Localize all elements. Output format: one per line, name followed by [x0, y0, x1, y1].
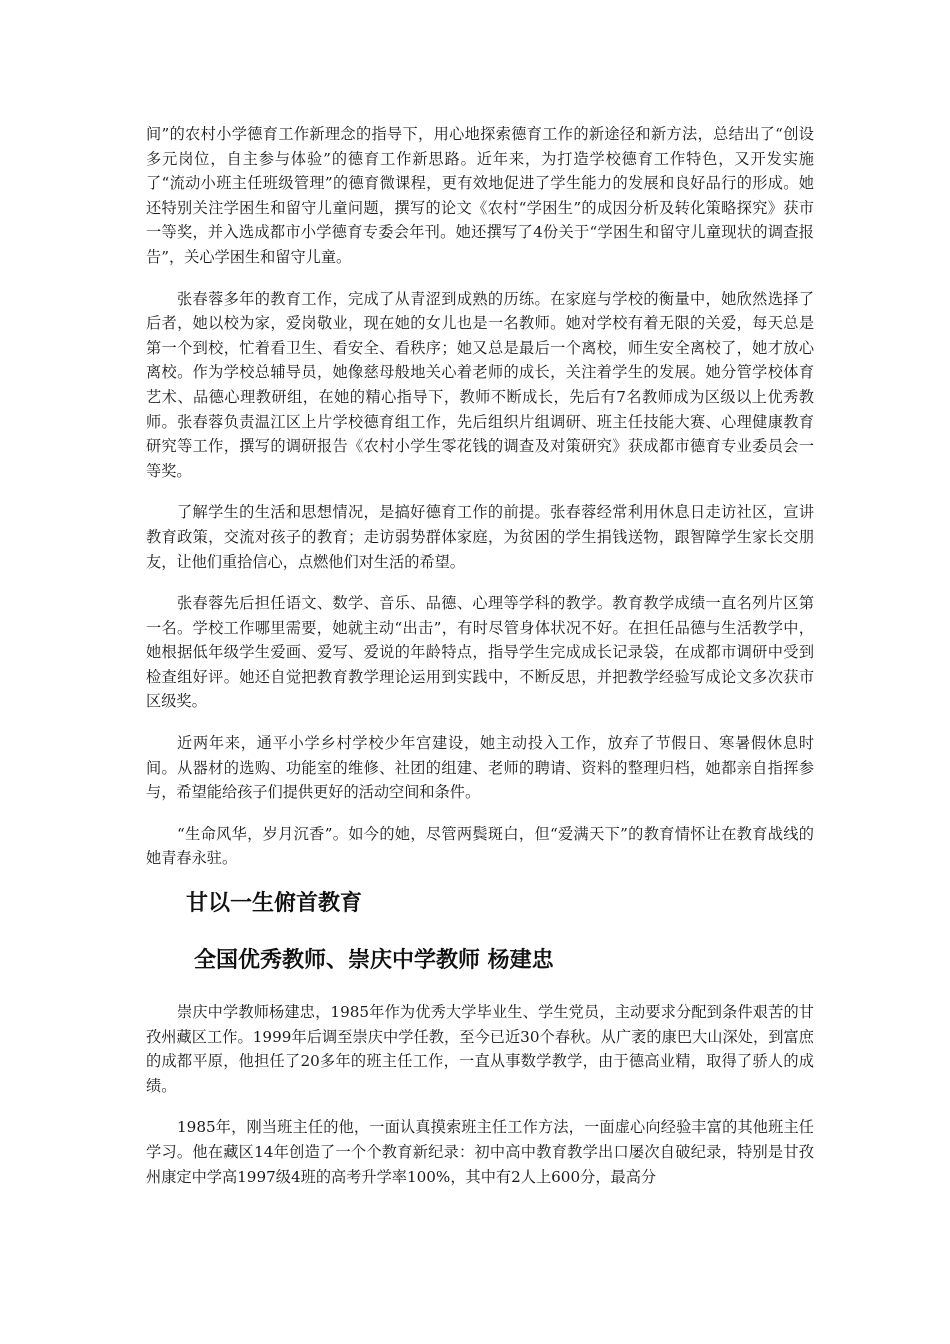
paragraph: 崇庆中学教师杨建忠，1985年作为优秀大学毕业生、学生党员，主动要求分配到条件艰苦的甘孜州藏区工作。1999年后调至崇庆中学任教，至今已近30个春秋。从广袤的康巴大山深处，到富庶的成都平原，他担任了20多年的班主任工作，一直从事数学教学，由于德高业精，取得了骄人的成绩。 — [146, 1003, 814, 1095]
paragraph: 张春蓉先后担任语文、数学、音乐、品德、心理等学科的教学。教育教学成绩一直名列片区第一名。学校工作哪里需要，她就主动“出击”，有时尽管身体状况不好。在担任品德与生活教学中，她根据低年级学生爱画、爱写、爱说的年龄特点，指导学生完成成长记录袋，在成都市调研中受到检查组好评。她还自觉把教育教学理论运用到实践中，不断反思，并把教学经验写成论文多次获市区级奖。 — [146, 594, 814, 711]
paragraph: “生命风华，岁月沉香”。如今的她，尽管两鬓斑白，但“爱满天下”的教育情怀让在教育战线的她青春永驻。 — [146, 824, 814, 868]
paragraph: 了解学生的生活和思想情况，是搞好德育工作的前提。张春蓉经常利用休息日走访社区，宣讲教育政策，交流对孩子的教育；走访弱势群体家庭，为贫困的学生捐钱送物，跟智障学生家长交朋友，让他们重拾信心，点燃他们对生活的希望。 — [146, 503, 814, 571]
document-body — [146, 122, 814, 1206]
paragraph: 近两年来，通平小学乡村学校少年宫建设，她主动投入工作，放弃了节假日、寒暑假休息时间。从器材的选购、功能室的维修、社团的组建、老师的聘请、资料的整理归档，她都亲自指挥参与，希望能给孩子们提供更好的活动空间和条件。 — [146, 734, 814, 802]
section-subtitle: 全国优秀教师、崇庆中学教师 杨建忠 — [194, 948, 554, 974]
paragraph-continuation: 间”的农村小学德育工作新理念的指导下，用心地探索德育工作的新途径和新方法，总结出了“创设多元岗位，自主参与体验”的德育工作新思路。近年来，为打造学校德育工作特色，又开发实施了“流动小班主任班级管理”的德育微课程，更有效地促进了学生能力的发展和良好品行的形成。她还特别关注学困生和留守儿童问题，撰写的论文《农村“学困生”的成因分析及转化策略探究》获市一等奖，并入选成都市小学德育专委会年刊。她还撰写了4份关于“学困生和留守儿童现状的调查报告”，关心学困生和留守儿童。 — [146, 125, 814, 266]
paragraph: 张春蓉多年的教育工作，完成了从青涩到成熟的历练。在家庭与学校的衡量中，她欣然选择了后者，她以校为家，爱岗敬业，现在她的女儿也是一名教师。她对学校有着无限的关爱，每天总是第一个到校，忙着看卫生、看安全、看秩序；她又总是最后一个离校，师生安全离校了，她才放心离校。作为学校总辅导员，她像慈母般地关心着老师的成长，关注着学生的发展。她分管学校体育艺术、品德心理教研组，在她的精心指导下，教师不断成长，先后有7名教师成为区级以上优秀教师。张春蓉负责温江区上片学校德育组工作，先后组织片组调研、班主任技能大赛、心理健康教育研究等工作，撰写的调研报告《农村小学生零花钱的调查及对策研究》获成都市德育专业委员会一等奖。 — [146, 289, 814, 480]
section-title: 甘以一生俯首教育 — [186, 891, 363, 917]
paragraph: 1985年，刚当班主任的他，一面认真摸索班主任工作方法，一面虚心向经验丰富的其他班主任学习。他在藏区14年创造了一个个教育新纪录：初中高中教育教学出口屡次自破纪录，特别是甘孜州康定中学高1997级4班的高考升学率100%，其中有2人上600分，最高分 — [146, 1118, 814, 1186]
